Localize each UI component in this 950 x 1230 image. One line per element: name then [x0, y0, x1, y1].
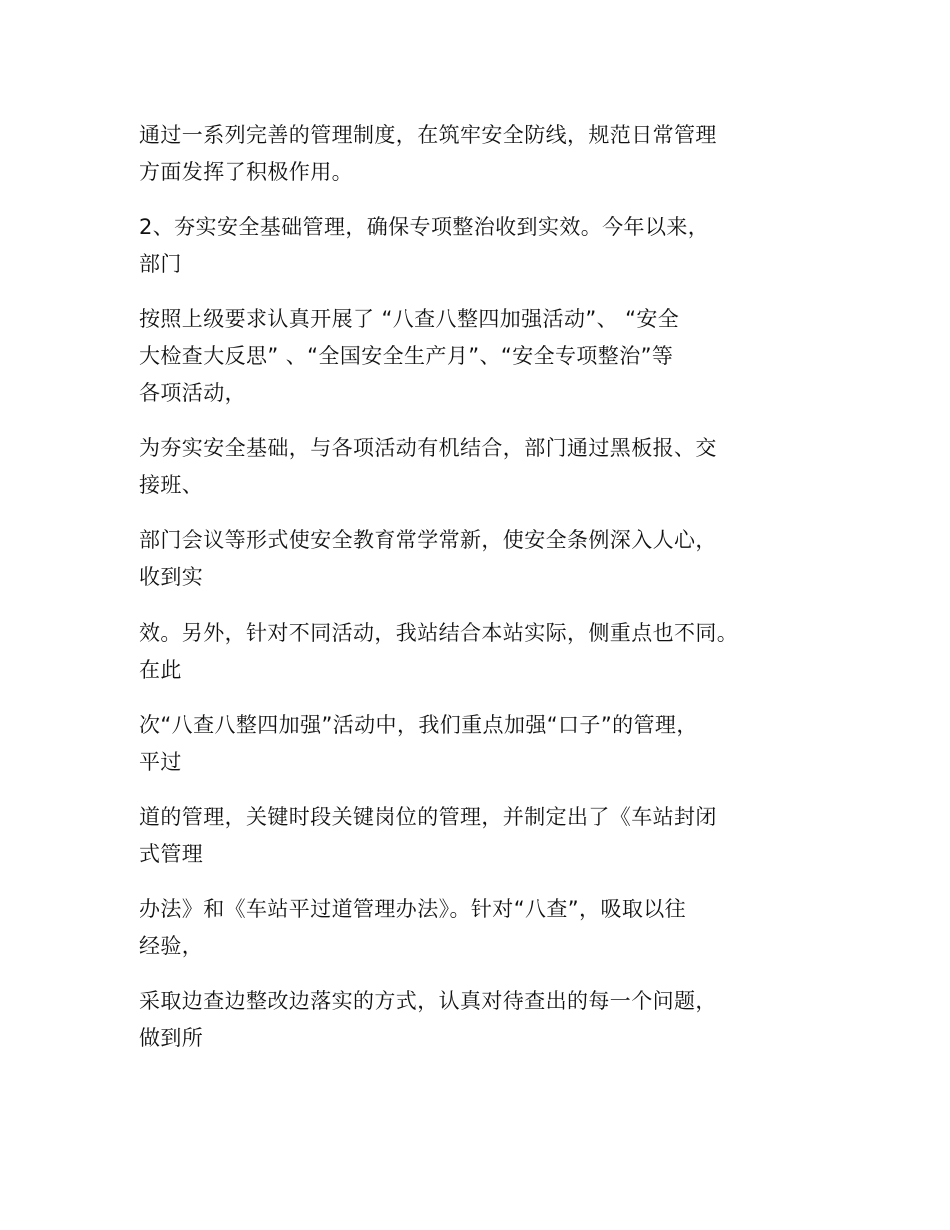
text-line: 2、夯实安全基础管理，确保专项整治收到实效。今年以来， — [139, 215, 710, 239]
paragraph-2 — [139, 209, 839, 283]
text-line: 通过一系列完善的管理制度，在筑牢安全防线，规范日常管理 — [139, 123, 717, 147]
text-line: 大检查大反思” 、“全国安全生产月”、“安全专项整治”等 — [139, 344, 674, 368]
paragraph-4 — [139, 430, 839, 504]
paragraph-7 — [139, 707, 839, 781]
text-line: 收到实 — [139, 565, 204, 589]
paragraph-9 — [139, 891, 839, 965]
paragraph-5 — [139, 522, 839, 596]
text-line: 接班、 — [139, 473, 204, 497]
text-line: 平过 — [139, 750, 182, 774]
text-line: 效。另外，针对不同活动，我站结合本站实际，侧重点也不同。 — [139, 621, 739, 645]
paragraph-8 — [139, 799, 839, 873]
text-line: 方面发挥了积极作用。 — [139, 160, 353, 184]
text-line: 办法》和《车站平过道管理办法》。针对“八查”，吸取以往 — [139, 897, 687, 921]
paragraph-3 — [139, 301, 839, 412]
text-line: 道的管理，关键时段关键岗位的管理，并制定出了《车站封闭 — [139, 805, 717, 829]
paragraph-1 — [139, 117, 839, 191]
text-line: 部门会议等形式使安全教育常学常新，使安全条例深入人心， — [139, 528, 717, 552]
text-line: 式管理 — [139, 842, 204, 866]
text-line: 做到所 — [139, 1026, 204, 1050]
paragraph-10 — [139, 983, 839, 1057]
text-line: 经验， — [139, 934, 204, 958]
text-line: 在此 — [139, 658, 182, 682]
text-line: 按照上级要求认真开展了 “八查八整四加强活动”、 “安全 — [139, 307, 680, 331]
text-line: 次“八查八整四加强”活动中，我们重点加强“口子”的管理， — [139, 713, 698, 737]
text-line: 部门 — [139, 252, 182, 276]
text-line: 各项活动， — [139, 381, 246, 405]
text-line: 为夯实安全基础，与各项活动有机结合，部门通过黑板报、交 — [139, 436, 717, 460]
paragraph-6 — [139, 615, 839, 689]
text-line: 采取边查边整改边落实的方式，认真对待查出的每一个问题， — [139, 989, 717, 1013]
